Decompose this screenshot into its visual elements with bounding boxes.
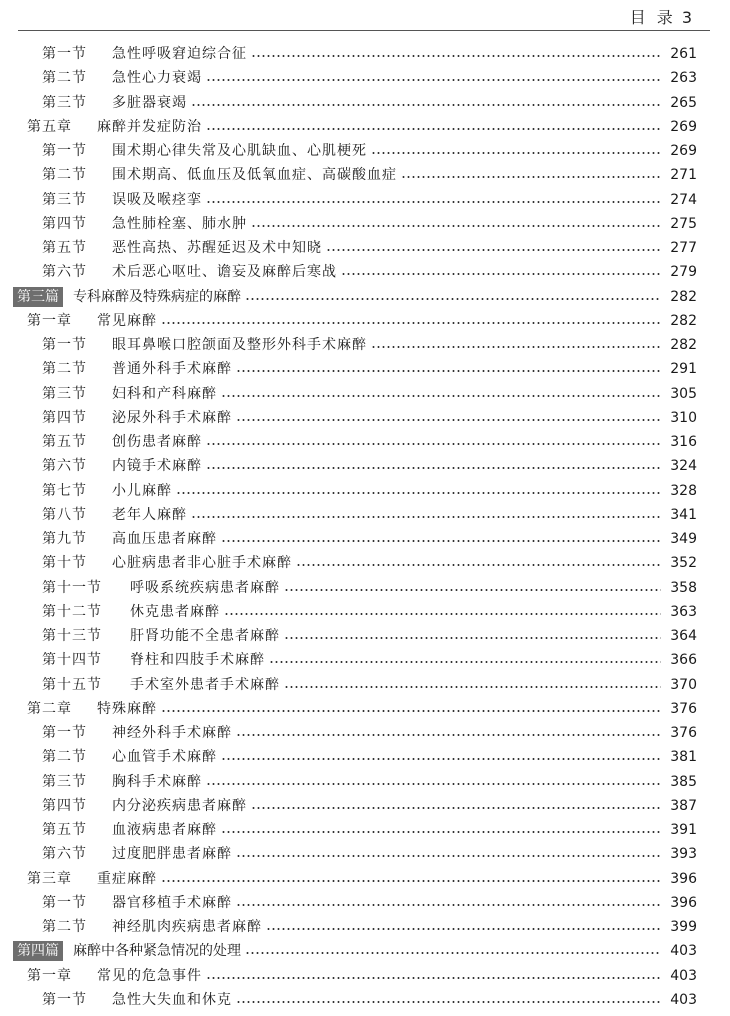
toc-part-label: 第三篇	[13, 287, 63, 307]
toc-chapter-row[interactable]	[0, 697, 730, 721]
toc-section-row[interactable]	[0, 915, 730, 939]
toc-section-row[interactable]	[0, 91, 730, 115]
toc-section-title: 肝肾功能不全患者麻醉	[130, 628, 280, 644]
toc-section-label: 第六节	[42, 846, 87, 863]
dot-leader	[221, 395, 661, 397]
dot-leader	[221, 758, 661, 760]
toc-section-label: 第一节	[42, 143, 87, 159]
toc-section-row[interactable]	[0, 382, 730, 406]
toc-page-number: 263	[670, 70, 697, 87]
toc-section-label: 第三节	[42, 94, 87, 111]
page-number: 3	[681, 8, 692, 27]
toc-page-number: 265	[670, 94, 697, 111]
toc-page-number: 358	[670, 579, 697, 596]
toc-chapter-label: 第五章	[27, 118, 72, 135]
toc-section-row[interactable]	[0, 673, 730, 697]
toc-section-row[interactable]	[0, 576, 730, 600]
dot-leader	[176, 492, 661, 494]
dot-leader	[221, 540, 661, 542]
toc-page-number: 341	[670, 506, 697, 523]
toc-page-number: 363	[670, 603, 697, 620]
toc-section-label: 第一节	[42, 991, 87, 1008]
toc-section-row[interactable]	[0, 333, 730, 357]
dot-leader	[236, 734, 661, 736]
toc-section-title: 普通外科手术麻醉	[112, 361, 232, 378]
dot-leader	[191, 516, 661, 518]
toc-chapter-row[interactable]	[0, 867, 730, 891]
toc-section-label: 第七节	[42, 482, 87, 499]
toc-page-number: 275	[670, 215, 697, 232]
toc-section-title: 误吸及喉痉挛	[112, 191, 202, 208]
toc-section-title: 创伤患者麻醉	[112, 434, 202, 450]
toc-page-number: 282	[670, 312, 697, 329]
toc-page-number: 310	[670, 409, 697, 426]
toc-section-label: 第三节	[42, 191, 87, 208]
toc-section-label: 第六节	[42, 264, 87, 281]
dot-leader	[245, 298, 661, 300]
toc-chapter-title: 麻醉并发症防治	[97, 118, 202, 135]
toc-section-row[interactable]	[0, 260, 730, 284]
toc-section-label: 第八节	[42, 506, 87, 523]
toc-section-label: 第九节	[42, 531, 87, 547]
toc-section-title: 内镜手术麻醉	[112, 458, 202, 475]
toc-section-label: 第六节	[42, 458, 87, 475]
dot-leader	[221, 831, 661, 833]
toc-chapter-title: 特殊麻醉	[97, 700, 157, 717]
toc-section-title: 小儿麻醉	[112, 482, 172, 499]
toc-section-label: 第十二节	[42, 603, 102, 620]
dot-leader	[296, 564, 661, 566]
toc-section-row[interactable]	[0, 818, 730, 842]
toc-page-number: 324	[670, 458, 697, 475]
toc-section-label: 第二节	[42, 167, 87, 184]
toc-page-number: 274	[670, 191, 697, 208]
dot-leader	[284, 637, 661, 639]
dot-leader	[284, 589, 661, 591]
toc-section-title: 恶性高热、苏醒延迟及术中知晓	[112, 240, 322, 256]
toc-page-number: 349	[670, 531, 697, 547]
toc-section-label: 第四节	[42, 215, 87, 232]
toc-section-label: 第一节	[42, 337, 87, 353]
toc-chapter-label: 第二章	[27, 700, 72, 717]
dot-leader	[284, 686, 661, 688]
dot-leader	[371, 346, 661, 348]
dot-leader	[251, 55, 661, 57]
toc-section-row[interactable]	[0, 551, 730, 575]
toc-section-title: 神经肌肉疾病患者麻醉	[112, 919, 262, 935]
toc-page-number: 403	[670, 943, 697, 960]
dot-leader	[236, 1001, 661, 1003]
toc-page-number: 305	[670, 385, 697, 402]
toc-chapter-label: 第一章	[27, 967, 72, 984]
toc-section-row[interactable]	[0, 600, 730, 624]
toc-section-title: 心血管手术麻醉	[112, 749, 217, 766]
dot-leader	[401, 176, 661, 178]
toc-part-title: 专科麻醉及特殊病症的麻醉	[73, 288, 241, 305]
toc-section-label: 第十三节	[42, 628, 102, 644]
dot-leader	[161, 710, 661, 712]
dot-leader	[191, 104, 661, 106]
dot-leader	[206, 79, 661, 81]
dot-leader	[269, 661, 661, 663]
dot-leader	[251, 807, 661, 809]
toc-section-title: 老年人麻醉	[112, 506, 187, 523]
toc-section-row[interactable]	[0, 721, 730, 745]
toc-section-label: 第五节	[42, 240, 87, 256]
toc-section-row[interactable]	[0, 139, 730, 163]
toc-page-number: 399	[670, 919, 697, 935]
toc-section-label: 第五节	[42, 434, 87, 450]
toc-section-row[interactable]	[0, 42, 730, 66]
dot-leader	[251, 225, 661, 227]
toc-section-row[interactable]	[0, 236, 730, 260]
toc-section-label: 第二节	[42, 919, 87, 935]
toc-section-label: 第一节	[42, 46, 87, 62]
toc-section-label: 第四节	[42, 797, 87, 814]
toc-section-title: 血液病患者麻醉	[112, 822, 217, 838]
dot-leader	[236, 370, 661, 372]
dot-leader	[224, 613, 661, 615]
toc-section-title: 眼耳鼻喉口腔颌面及整形外科手术麻醉	[112, 337, 367, 353]
toc-page-number: 391	[670, 822, 697, 838]
toc-section-label: 第三节	[42, 773, 87, 790]
page-header	[18, 0, 710, 31]
toc-section-row[interactable]	[0, 454, 730, 478]
running-header-title: 目 录	[629, 8, 676, 27]
toc-section-label: 第二节	[42, 749, 87, 766]
toc-section-title: 神经外科手术麻醉	[112, 725, 232, 741]
toc-section-row[interactable]	[0, 503, 730, 527]
running-header	[630, 5, 692, 28]
toc-section-label: 第一节	[42, 725, 87, 741]
toc-section-row[interactable]	[0, 842, 730, 866]
dot-leader	[206, 128, 661, 130]
toc-section-row[interactable]	[0, 624, 730, 648]
toc-section-label: 第二节	[42, 70, 87, 87]
toc-section-row[interactable]	[0, 988, 730, 1012]
toc-section-title: 急性大失血和休克	[112, 991, 232, 1008]
toc-section-row[interactable]	[0, 527, 730, 551]
dot-leader	[236, 855, 661, 857]
toc-part-label: 第四篇	[13, 941, 63, 961]
toc-page-number: 403	[670, 967, 697, 984]
toc-page-number: 271	[670, 167, 697, 184]
toc-section-label: 第五节	[42, 822, 87, 838]
toc-page-number: 387	[670, 797, 697, 814]
toc-section-title: 围术期高、低血压及低氧血症、高碳酸血症	[112, 167, 397, 184]
toc-part-row[interactable]	[0, 285, 730, 309]
toc-section-title: 急性肺栓塞、肺水肿	[112, 215, 247, 232]
toc-section-title: 呼吸系统疾病患者麻醉	[130, 579, 280, 596]
toc-section-row[interactable]	[0, 648, 730, 672]
toc-section-row[interactable]	[0, 188, 730, 212]
toc-chapter-label: 第一章	[27, 312, 72, 329]
toc-section-row[interactable]	[0, 891, 730, 915]
toc-page-number: 370	[670, 676, 697, 693]
dot-leader	[206, 201, 661, 203]
toc-section-row[interactable]	[0, 430, 730, 454]
dot-leader	[206, 467, 661, 469]
toc-section-row[interactable]	[0, 770, 730, 794]
dot-leader	[206, 977, 661, 979]
toc-section-title: 急性呼吸窘迫综合征	[112, 46, 247, 62]
toc-page-number: 269	[670, 143, 697, 159]
toc-chapter-row[interactable]	[0, 964, 730, 988]
toc-page-number: 403	[670, 991, 697, 1008]
toc-part-title: 麻醉中各种紧急情况的处理	[73, 943, 241, 960]
toc-page-number: 381	[670, 749, 697, 766]
toc-section-row[interactable]	[0, 163, 730, 187]
toc-section-row[interactable]	[0, 212, 730, 236]
dot-leader	[341, 273, 661, 275]
dot-leader	[161, 880, 661, 882]
toc-section-title: 泌尿外科手术麻醉	[112, 409, 232, 426]
toc-section-row[interactable]	[0, 406, 730, 430]
dot-leader	[236, 904, 661, 906]
dot-leader	[206, 783, 661, 785]
toc-section-title: 内分泌疾病患者麻醉	[112, 797, 247, 814]
toc-page-number: 328	[670, 482, 697, 499]
toc-page-number: 279	[670, 264, 697, 281]
toc-section-row[interactable]	[0, 479, 730, 503]
dot-leader	[326, 249, 661, 251]
toc-section-row[interactable]	[0, 357, 730, 381]
toc-chapter-row[interactable]	[0, 115, 730, 139]
toc-section-title: 妇科和产科麻醉	[112, 385, 217, 402]
toc-page-number: 396	[670, 870, 697, 887]
toc-chapter-label: 第三章	[27, 870, 72, 887]
toc-section-title: 多脏器衰竭	[112, 94, 187, 111]
toc-page-number: 352	[670, 555, 697, 572]
toc-section-title: 胸科手术麻醉	[112, 773, 202, 790]
toc-page-number: 269	[670, 118, 697, 135]
toc-section-label: 第十四节	[42, 652, 102, 669]
toc-page-number: 277	[670, 240, 697, 256]
toc-section-title: 术后恶心呕吐、谵妄及麻醉后寒战	[112, 264, 337, 281]
toc-page-number: 366	[670, 652, 697, 669]
toc-page-number: 282	[670, 337, 697, 353]
toc-part-row[interactable]	[0, 939, 730, 963]
toc-section-label: 第十节	[42, 555, 87, 572]
toc-chapter-title: 常见麻醉	[97, 312, 157, 329]
dot-leader	[371, 152, 661, 154]
dot-leader	[245, 952, 661, 954]
toc-page-number: 291	[670, 361, 697, 378]
toc-page-number: 376	[670, 725, 697, 741]
toc-section-title: 心脏病患者非心脏手术麻醉	[112, 555, 292, 572]
toc-page-number: 261	[670, 46, 697, 62]
toc-chapter-row[interactable]	[0, 309, 730, 333]
dot-leader	[236, 419, 661, 421]
toc-section-row[interactable]	[0, 66, 730, 90]
toc-chapter-title: 重症麻醉	[97, 870, 157, 887]
toc-section-label: 第十五节	[42, 676, 102, 693]
toc-section-title: 脊柱和四肢手术麻醉	[130, 652, 265, 669]
dot-leader	[206, 443, 661, 445]
toc-page-number: 376	[670, 700, 697, 717]
toc-page-number: 393	[670, 846, 697, 863]
dot-leader	[266, 928, 661, 930]
toc-page-number: 282	[670, 288, 697, 305]
toc-page-number: 385	[670, 773, 697, 790]
toc-section-label: 第二节	[42, 361, 87, 378]
toc-section-title: 过度肥胖患者麻醉	[112, 846, 232, 863]
toc-page-number: 364	[670, 628, 697, 644]
toc-section-title: 手术室外患者手术麻醉	[130, 676, 280, 693]
toc-section-title: 围术期心律失常及心肌缺血、心肌梗死	[112, 143, 367, 159]
toc-section-label: 第三节	[42, 385, 87, 402]
toc-section-row[interactable]	[0, 745, 730, 769]
toc-page-number: 316	[670, 434, 697, 450]
toc-section-label: 第十一节	[42, 579, 102, 596]
toc-chapter-title: 常见的危急事件	[97, 967, 202, 984]
toc-page-number: 396	[670, 894, 697, 911]
toc-section-row[interactable]	[0, 794, 730, 818]
toc-section-title: 休克患者麻醉	[130, 603, 220, 620]
toc-section-label: 第四节	[42, 409, 87, 426]
dot-leader	[161, 322, 661, 324]
toc-section-title: 器官移植手术麻醉	[112, 894, 232, 911]
toc-section-label: 第一节	[42, 894, 87, 911]
toc-section-title: 高血压患者麻醉	[112, 531, 217, 547]
toc-section-title: 急性心力衰竭	[112, 70, 202, 87]
